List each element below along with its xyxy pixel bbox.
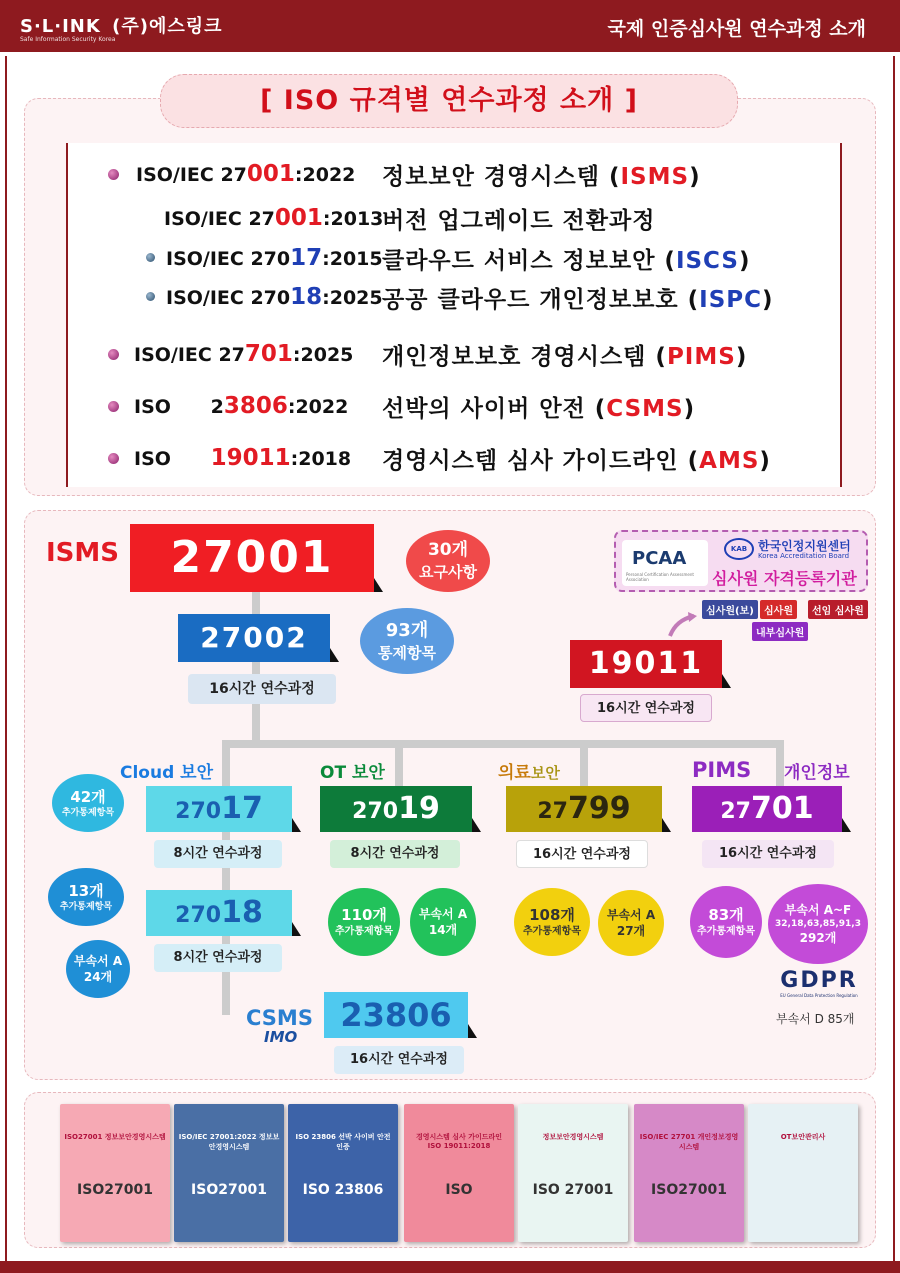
- course-27701: 16시간 연수과정: [702, 840, 834, 868]
- csms-label: CSMS: [246, 1006, 313, 1030]
- standard-code: ISO/IEC 27001:2022: [136, 161, 356, 187]
- connector-line: [395, 740, 403, 790]
- annex-bubble-27701: 부속서 A~F 32,18,63,85,91,3 292개: [768, 884, 868, 964]
- controls-bubble-27799: 108개 추가통제항목: [514, 888, 590, 956]
- standard-code: ISO 19011:2018: [134, 445, 352, 471]
- code-27701: 27701: [692, 786, 842, 832]
- standards-list: [66, 143, 842, 487]
- annex-bubble-27019: 부속서 A 14개: [410, 888, 476, 956]
- code-27018: 27018: [146, 890, 292, 936]
- bullet-icon: [108, 349, 119, 360]
- standard-description: 클라우드 서비스 정보보안 (ISCS): [382, 248, 751, 274]
- controls-bubble-27018: 13개 추가통제항목: [48, 868, 124, 926]
- book-cover: [60, 1104, 170, 1242]
- code-27001: 27001: [130, 524, 374, 592]
- accreditation-box: [614, 530, 868, 592]
- ot-security-label: OT 보안: [320, 763, 385, 783]
- standard-row: [68, 439, 844, 475]
- rank-auditor: 심사원: [760, 600, 797, 619]
- book-title: ISO 23806 선박 사이버 안전 인증: [295, 1133, 391, 1151]
- course-19011: 16시간 연수과정: [580, 694, 712, 722]
- code-27019: 27019: [320, 786, 472, 832]
- book-standard: ISO27001: [191, 1182, 267, 1198]
- arrow-icon: [668, 612, 698, 638]
- book-cover: [174, 1104, 284, 1242]
- book-cover: [518, 1104, 628, 1242]
- connector-line: [222, 740, 230, 1015]
- requirements-bubble: 30개 요구사항: [406, 530, 490, 592]
- code-27002: 27002: [178, 614, 330, 662]
- footer-bar: [0, 1261, 900, 1273]
- pcaa-logo: PCAA Personal Certification Assessment Association: [622, 540, 708, 586]
- rank-lead-auditor: 선임 심사원: [808, 600, 868, 619]
- book-title: ISO/IEC 27001:2022 정보보안경영시스템: [178, 1133, 280, 1151]
- book-title: ISO/IEC 27701 개인정보경영시스템: [639, 1133, 739, 1151]
- isms-label: ISMS: [46, 538, 119, 568]
- standard-code: ISO/IEC 27018:2025: [166, 284, 383, 310]
- standard-description: 정보보안 경영시스템 (ISMS): [382, 164, 701, 190]
- kab-name-kr: 한국인정지원센터: [758, 539, 851, 553]
- course-27017: 8시간 연수과정: [154, 840, 282, 868]
- company-logo: [20, 12, 223, 43]
- bullet-icon: [146, 292, 155, 301]
- annex-bubble-27799: 부속서 A 27개: [598, 890, 664, 956]
- logo-company: (주)에스링크: [112, 16, 223, 37]
- course-27799: 16시간 연수과정: [516, 840, 648, 868]
- code-27799: 27799: [506, 786, 662, 832]
- book-standard: ISO: [445, 1182, 473, 1198]
- section-title: [ ISO 규격별 연수과정 소개 ]: [160, 74, 738, 128]
- bullet-icon: [108, 453, 119, 464]
- cloud-security-label: Cloud 보안: [120, 763, 214, 783]
- standard-description: 개인정보보호 경영시스템 (PIMS): [382, 344, 748, 370]
- kab-title: 심사원 자격등록기관: [712, 569, 857, 588]
- standard-description: 선박의 사이버 안전 (CSMS): [382, 396, 696, 422]
- book-standard: ISO27001: [651, 1182, 727, 1198]
- pims-label: PIMS: [692, 758, 752, 782]
- course-27018: 8시간 연수과정: [154, 944, 282, 972]
- kab-name-en: Korea Accreditation Board: [758, 552, 850, 560]
- course-27019: 8시간 연수과정: [330, 840, 460, 868]
- standard-row: [68, 239, 844, 275]
- standard-code: ISO/IEC 27001:2013: [164, 205, 384, 231]
- code-19011: 19011: [570, 640, 722, 688]
- annex-bubble-27018: 부속서 A 24개: [66, 940, 130, 998]
- standard-row: [68, 155, 844, 191]
- code-23806: 23806: [324, 992, 468, 1038]
- standard-description: 경영시스템 심사 가이드라인 (AMS): [382, 448, 771, 474]
- gdpr-annex-note: 부속서 D 85개: [776, 1012, 855, 1026]
- book-standard: ISO 27001: [532, 1182, 614, 1198]
- book-title: 정보보안경영시스템: [542, 1133, 604, 1141]
- standard-code: ISO/IEC 27701:2025: [134, 341, 354, 367]
- bullet-icon: [108, 401, 119, 412]
- controls-bubble: 93개 통제항목: [360, 608, 454, 674]
- connector-line: [222, 740, 784, 748]
- bullet-icon: [108, 169, 119, 180]
- controls-bubble-27701: 83개 추가통제항목: [690, 886, 762, 958]
- controls-bubble-27019: 110개 추가통제항목: [328, 888, 400, 956]
- logo-text: S·L·INK: [20, 16, 101, 37]
- standard-description: 공공 클라우드 개인정보보호 (ISPC): [382, 287, 774, 313]
- privacy-label: 개인정보: [784, 763, 850, 783]
- standard-description: 버전 업그레이드 전환과정: [382, 208, 656, 234]
- book-standard: ISO 23806: [302, 1182, 384, 1198]
- book-standard: ISO27001: [77, 1182, 153, 1198]
- logo-subtitle: Safe Information Security Korea: [20, 36, 116, 43]
- standard-row: [68, 387, 844, 423]
- book-title: 경영시스템 심사 가이드라인 ISO 19011:2018: [415, 1133, 503, 1150]
- header-bar: [0, 0, 900, 52]
- medical-security-label: 의료보안: [498, 763, 560, 783]
- connector-line: [776, 740, 784, 790]
- course-27002: 16시간 연수과정: [188, 674, 336, 704]
- gdpr-logo: GDPR EU General Data Protection Regulation: [780, 968, 858, 998]
- kab-logo: KAB: [724, 538, 754, 560]
- code-27017: 27017: [146, 786, 292, 832]
- imo-logo: IMO: [264, 1028, 298, 1046]
- standard-code: ISO 23806:2022: [134, 393, 349, 419]
- standard-code: ISO/IEC 27017:2015: [166, 245, 383, 271]
- page-title: 국제 인증심사원 연수과정 소개: [607, 18, 866, 40]
- book-cover: [634, 1104, 744, 1242]
- controls-bubble-27017: 42개 추가통제항목: [52, 774, 124, 832]
- course-23806: 16시간 연수과정: [334, 1046, 464, 1074]
- book-title: OT보안관리사: [780, 1133, 826, 1141]
- connector-line: [580, 740, 588, 790]
- book-cover: [288, 1104, 398, 1242]
- book-cover: [404, 1104, 514, 1242]
- rank-auditor-trainee: 심사원(보): [702, 600, 758, 619]
- standard-row: [68, 335, 844, 371]
- book-cover: [748, 1104, 858, 1242]
- book-title: ISO27001 정보보안경영시스템: [64, 1133, 166, 1141]
- standard-row: [68, 278, 844, 314]
- standard-row: [68, 199, 844, 235]
- rank-internal-auditor: 내부심사원: [752, 622, 808, 641]
- bullet-icon: [146, 253, 155, 262]
